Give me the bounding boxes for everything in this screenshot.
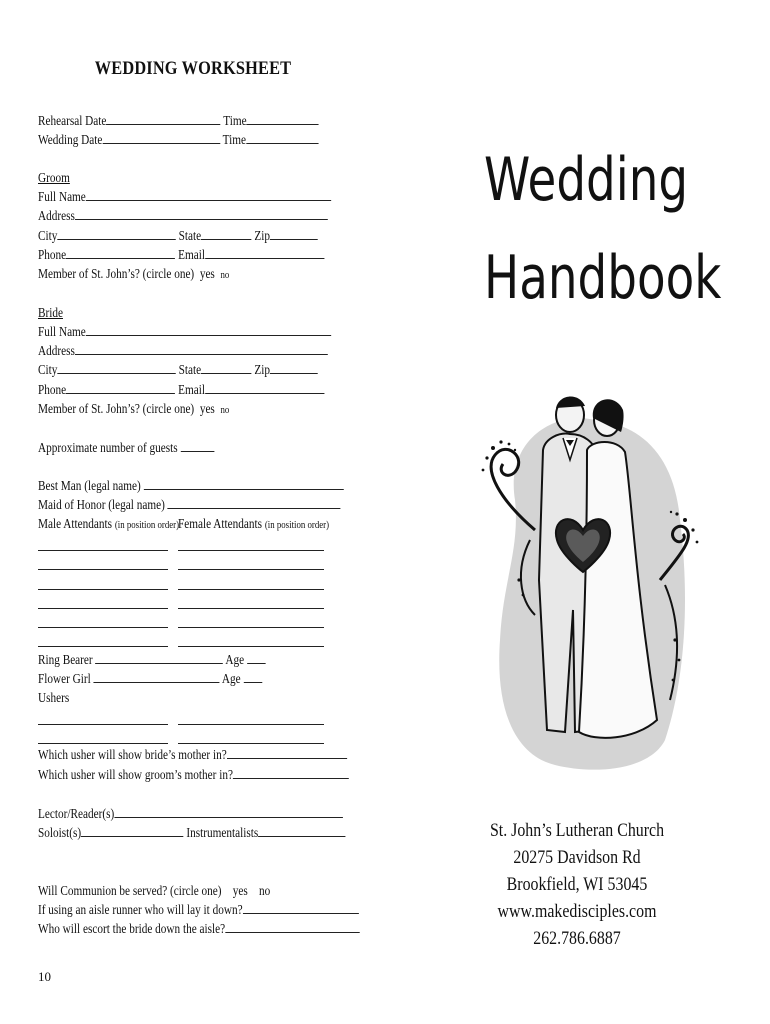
church-street: 20275 Davidson Rd — [513, 848, 641, 868]
groom-address-field[interactable] — [75, 207, 328, 220]
male-attendant-6-field[interactable] — [38, 646, 168, 647]
maid-of-honor-field[interactable] — [168, 496, 341, 509]
soloists-row — [38, 824, 346, 841]
usher-1-field[interactable] — [38, 724, 168, 725]
usher-2-field[interactable] — [178, 724, 324, 725]
church-website[interactable]: www.makedisciples.com — [497, 902, 657, 922]
groom-phone-field[interactable] — [66, 246, 175, 259]
groom-email-label: Email — [178, 247, 206, 262]
instrumentalists-label: Instrumentalists — [186, 825, 259, 840]
groom-full-name-field[interactable] — [86, 188, 331, 201]
groom-zip-field[interactable] — [270, 227, 318, 240]
bride-city-field[interactable] — [57, 361, 175, 374]
ushers-label: Ushers — [38, 690, 70, 705]
flower-girl-age-label: Age — [221, 671, 241, 686]
bride-state-field[interactable] — [201, 361, 251, 374]
aisle-runner-label: If using an aisle runner who will lay it down? — [38, 902, 243, 917]
guests-label: Approximate number of guests — [38, 440, 178, 455]
male-attendant-5-field[interactable] — [38, 627, 168, 628]
groom-city-label: City — [38, 228, 58, 243]
lector-label: Lector/Reader(s) — [38, 806, 115, 821]
bride-address-field[interactable] — [75, 342, 328, 355]
male-attendant-4-field[interactable] — [38, 608, 168, 609]
groom-full-name-row — [38, 188, 331, 205]
soloists-field[interactable] — [81, 824, 183, 837]
communion-no[interactable]: no — [259, 883, 271, 898]
best-man-row — [38, 477, 344, 494]
church-city-state-zip: Brookfield, WI 53045 — [506, 875, 648, 895]
bride-member-no[interactable]: no — [220, 405, 230, 416]
best-man-field[interactable] — [144, 477, 344, 490]
usher-4-field[interactable] — [178, 743, 324, 744]
male-attendant-2-field[interactable] — [38, 569, 168, 570]
groom-address-row — [38, 207, 328, 224]
bride-phone-row — [38, 381, 324, 398]
rehearsal-time-label: Time — [223, 113, 247, 128]
maid-of-honor-label: Maid of Honor (legal name) — [38, 497, 165, 512]
church-phone: 262.786.6887 — [533, 929, 621, 949]
escort-field[interactable] — [225, 920, 359, 933]
bride-member-row — [38, 400, 229, 419]
bride-zip-field[interactable] — [270, 361, 318, 374]
flower-girl-age-field[interactable] — [243, 670, 261, 683]
female-attendant-5-field[interactable] — [178, 627, 324, 628]
female-attendant-2-field[interactable] — [178, 569, 324, 570]
groom-city-field[interactable] — [57, 227, 175, 240]
church-address-block — [470, 818, 684, 953]
wedding-time-label: Time — [222, 132, 246, 147]
bride-phone-label: Phone — [38, 382, 67, 397]
male-attendant-1-field[interactable] — [38, 550, 168, 551]
communion-row — [38, 882, 270, 899]
male-position-note: (in position order) — [114, 520, 180, 531]
usher-groom-mother-row — [38, 766, 349, 783]
female-attendant-4-field[interactable] — [178, 608, 324, 609]
bride-and-groom-heart-icon — [475, 380, 705, 776]
ring-bearer-age-label: Age — [225, 652, 245, 667]
groom-heading: Groom — [38, 170, 70, 185]
lector-row — [38, 805, 343, 822]
guests-row — [38, 439, 214, 456]
bride-address-row — [38, 342, 328, 359]
wedding-date-label: Wedding Date — [38, 132, 103, 147]
maid-of-honor-row — [38, 496, 341, 513]
groom-member-row — [38, 265, 229, 284]
groom-city-row — [38, 227, 318, 244]
bride-email-label: Email — [178, 382, 206, 397]
bride-full-name-row — [38, 323, 331, 340]
bride-city-row — [38, 361, 318, 378]
church-name: St. John’s Lutheran Church — [489, 821, 665, 841]
usher-bride-mother-row — [38, 746, 347, 763]
male-attendant-3-field[interactable] — [38, 589, 168, 590]
groom-state-field[interactable] — [201, 227, 251, 240]
female-position-note: (in position order) — [264, 520, 330, 531]
bride-address-label: Address — [38, 343, 75, 358]
cover-title-line2: Handbook — [484, 243, 722, 313]
bride-email-field[interactable] — [205, 381, 324, 394]
bride-full-name-label: Full Name — [38, 324, 86, 339]
bride-zip-label: Zip — [254, 362, 270, 377]
escort-row — [38, 920, 360, 937]
bride-city-label: City — [38, 362, 58, 377]
flower-girl-label: Flower Girl — [38, 671, 91, 686]
groom-full-name-label: Full Name — [38, 189, 86, 204]
rehearsal-date-field[interactable] — [106, 112, 220, 125]
groom-zip-label: Zip — [254, 228, 270, 243]
soloists-label: Soloist(s) — [38, 825, 82, 840]
usher-groom-mother-field[interactable] — [233, 766, 349, 779]
groom-address-label: Address — [38, 208, 75, 223]
groom-phone-label: Phone — [38, 247, 67, 262]
escort-label: Who will escort the bride down the aisle? — [38, 921, 226, 936]
bride-member-yes[interactable]: yes — [199, 401, 215, 416]
bride-state-label: State — [178, 362, 202, 377]
aisle-runner-field[interactable] — [243, 901, 359, 914]
bride-member-label: Member of St. John’s? (circle one) — [38, 401, 195, 416]
usher-groom-mother-label: Which usher will show groom’s mother in? — [38, 767, 233, 782]
ring-bearer-row — [38, 651, 265, 668]
guests-field[interactable] — [180, 439, 214, 452]
groom-phone-row — [38, 246, 324, 263]
bride-heading: Bride — [38, 305, 63, 320]
rehearsal-time-field[interactable] — [247, 112, 319, 125]
aisle-runner-row — [38, 901, 359, 918]
bride-full-name-field[interactable] — [86, 323, 331, 336]
rehearsal-date-row — [38, 112, 319, 129]
worksheet-title: WEDDING WORKSHEET — [94, 58, 292, 79]
bride-phone-field[interactable] — [66, 381, 175, 394]
ring-bearer-age-field[interactable] — [247, 651, 265, 664]
ring-bearer-field[interactable] — [95, 651, 223, 664]
instrumentalists-field[interactable] — [258, 824, 345, 837]
groom-member-no[interactable]: no — [220, 270, 230, 281]
groom-member-label: Member of St. John’s? (circle one) — [38, 266, 195, 281]
page-number: 10 — [38, 969, 51, 984]
wedding-date-field[interactable] — [102, 131, 220, 144]
female-attendant-6-field[interactable] — [178, 646, 324, 647]
wedding-date-row — [38, 131, 318, 148]
female-attendant-1-field[interactable] — [178, 550, 324, 551]
groom-state-label: State — [178, 228, 202, 243]
communion-label: Will Communion be served? (circle one) — [38, 883, 222, 898]
male-attendants-label: Male Attendants — [38, 516, 113, 531]
usher-3-field[interactable] — [38, 743, 168, 744]
wedding-time-field[interactable] — [246, 131, 318, 144]
cover-title-line1: Wedding — [484, 145, 689, 215]
communion-yes[interactable]: yes — [232, 883, 248, 898]
female-attendants-label: Female Attendants — [178, 516, 263, 531]
best-man-label: Best Man (legal name) — [38, 478, 141, 493]
male-attendants-heading — [38, 515, 179, 534]
flower-girl-field[interactable] — [94, 670, 220, 683]
groom-email-field[interactable] — [205, 246, 324, 259]
rehearsal-date-label: Rehearsal Date — [38, 113, 107, 128]
ring-bearer-label: Ring Bearer — [38, 652, 93, 667]
flower-girl-row — [38, 670, 262, 687]
groom-member-yes[interactable]: yes — [199, 266, 215, 281]
female-attendant-3-field[interactable] — [178, 589, 324, 590]
female-attendants-heading — [178, 515, 329, 534]
lector-field[interactable] — [114, 805, 342, 818]
usher-bride-mother-label: Which usher will show bride’s mother in? — [38, 747, 227, 762]
usher-bride-mother-field[interactable] — [227, 746, 347, 759]
